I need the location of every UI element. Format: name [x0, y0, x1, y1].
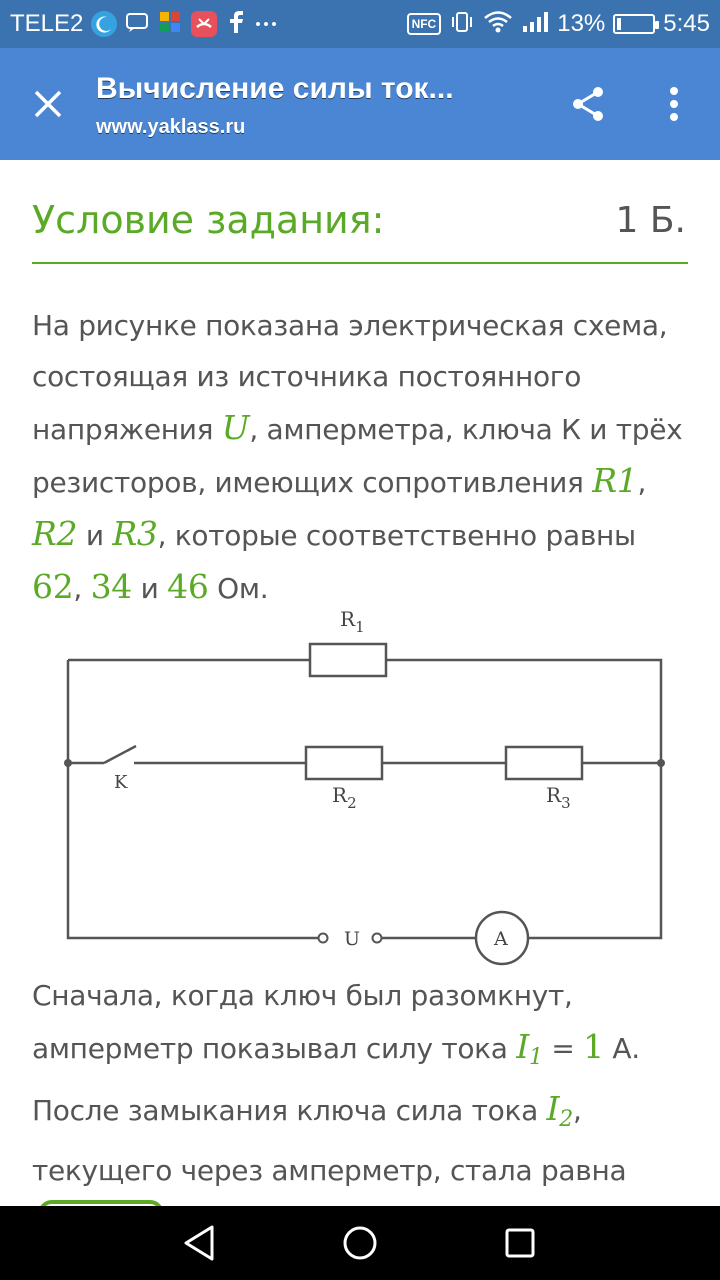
status-bar	[0, 0, 720, 48]
key-switch	[104, 746, 136, 763]
symbol-r1: R1	[592, 461, 638, 500]
value-r1: 62	[32, 567, 74, 606]
moon-app-icon	[91, 11, 117, 37]
facebook-icon	[225, 9, 247, 40]
battery-percent: 13%	[557, 10, 606, 37]
task-text-1	[32, 300, 692, 614]
status-bar-left	[10, 0, 277, 48]
p1-text: ,	[637, 466, 647, 499]
puzzle-app-icon	[157, 9, 183, 40]
p1-text: ,	[73, 572, 91, 605]
resistor-r2	[306, 747, 382, 779]
close-button[interactable]	[24, 80, 72, 128]
overflow-menu-button[interactable]	[650, 80, 698, 128]
wifi-icon	[483, 10, 513, 39]
task-text-2	[32, 970, 692, 1196]
recents-button[interactable]	[492, 1215, 548, 1271]
node-left	[64, 759, 72, 767]
p1-text: На рисунке показана электрическая схема, состоящая из источника постоянного напряжения	[32, 309, 668, 446]
back-button[interactable]	[172, 1215, 228, 1271]
p1-text: , амперметра, ключа К и трёх резисторов, имеющих сопротивления	[32, 413, 683, 499]
signal-icon	[521, 10, 549, 39]
p1-text: и	[77, 519, 113, 552]
wire-bottom-right	[380, 763, 661, 938]
wire-left-bottom	[68, 763, 318, 938]
label-key: K	[114, 772, 128, 793]
label-ammeter: A	[494, 928, 508, 950]
p2-text: , текущего через амперметр, стала равна	[32, 1094, 627, 1187]
vibrate-icon	[449, 9, 475, 40]
more-vert-icon	[668, 86, 680, 122]
recents-icon	[503, 1226, 537, 1260]
heading-divider	[32, 262, 688, 264]
source-terminal-right	[373, 934, 382, 943]
node-right	[657, 759, 665, 767]
value-r2: 34	[90, 567, 133, 606]
home-button[interactable]	[332, 1215, 388, 1271]
p2-text: =	[542, 1032, 584, 1065]
navigation-bar	[0, 1206, 720, 1280]
value-i1: 1	[583, 1027, 604, 1066]
battery-icon	[613, 14, 655, 34]
resistor-r1	[310, 644, 386, 676]
close-icon	[33, 89, 63, 119]
status-bar-right	[407, 0, 710, 48]
back-icon	[182, 1224, 218, 1262]
app-bar	[0, 48, 720, 160]
page-url: www.yaklass.ru	[96, 116, 246, 138]
task-points: 1 Б.	[615, 200, 686, 241]
label-r1: $R_1$	[340, 607, 365, 636]
label-source: U	[344, 928, 361, 950]
p1-text: Ом.	[208, 572, 269, 605]
symbol-u: U	[221, 408, 250, 447]
symbol-i1: $I_1$	[516, 1027, 543, 1070]
p1-text: и	[132, 572, 168, 605]
circuit-diagram	[32, 600, 692, 970]
missed-call-icon	[191, 11, 217, 37]
p2-text: Сначала, когда ключ был разомкнут, амперметр показывал силу тока	[32, 979, 573, 1065]
label-r2: $R_2$	[332, 783, 357, 812]
symbol-i2: $I_2$	[546, 1089, 573, 1132]
value-r3: 46	[167, 567, 209, 606]
source-terminal-left	[319, 934, 328, 943]
p2-text: А. После замыкания ключа сила тока	[32, 1032, 640, 1127]
symbol-r3: R3	[112, 514, 158, 553]
label-r3: $R_3$	[546, 783, 571, 812]
sms-icon	[125, 11, 149, 38]
task-heading: Условие задания:	[32, 198, 385, 242]
carrier-name: TELE2	[10, 10, 84, 37]
share-icon	[568, 84, 608, 124]
page-title: Вычисление силы ток...	[96, 72, 454, 105]
clock: 5:45	[663, 10, 710, 37]
share-button[interactable]	[564, 80, 612, 128]
home-icon	[341, 1224, 379, 1262]
p1-text: , которые соответственно равны	[157, 519, 636, 552]
symbol-r2: R2	[32, 514, 78, 553]
more-notifications-icon	[255, 15, 277, 33]
nfc-icon: NFC	[407, 13, 442, 35]
resistor-r3	[506, 747, 582, 779]
